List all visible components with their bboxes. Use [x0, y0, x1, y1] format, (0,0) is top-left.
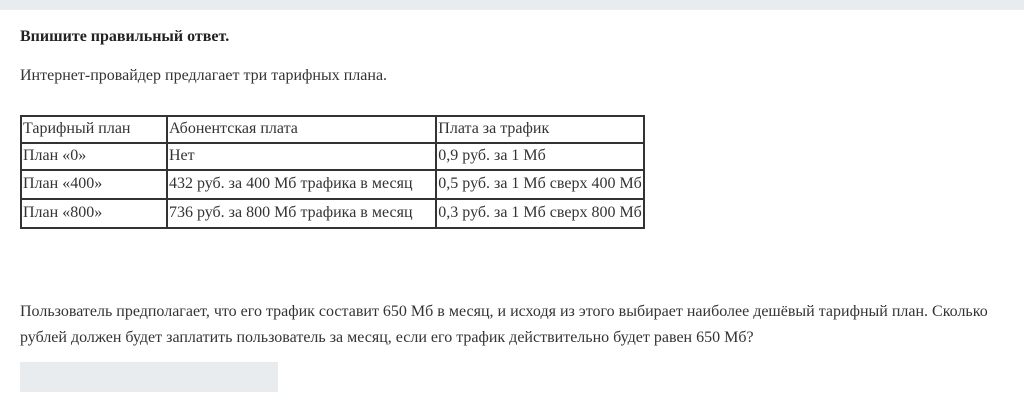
table-cell: 736 руб. за 800 Мб трафика в месяц: [167, 199, 436, 228]
table-cell: План «800»: [21, 199, 167, 228]
table-cell: План «400»: [21, 170, 167, 199]
top-bar: [0, 0, 1024, 10]
table-cell: План «0»: [21, 143, 167, 170]
answer-input[interactable]: [20, 362, 278, 392]
table-row: [21, 199, 644, 228]
table-cell: 432 руб. за 400 Мб трафика в месяц: [167, 170, 436, 199]
table-header-row: [21, 116, 644, 143]
tariff-table: [20, 115, 645, 229]
task-instruction: Впишите правильный ответ.: [20, 28, 230, 45]
table-cell: Нет: [167, 143, 436, 170]
table-header-cell: Плата за трафик: [436, 116, 644, 143]
task-question: Пользователь предполагает, что его трафик составит 650 Мб в месяц, и исходя из этого выбирает наиболее дешёвый тарифный план. Сколько рублей должен будет заплатить пользователь за месяц, если его трафик действительно будет равен 650 Мб?: [20, 303, 988, 346]
table-header-cell: Тарифный план: [21, 116, 167, 143]
table-row: [21, 143, 644, 170]
table-row: [21, 170, 644, 199]
table-cell: 0,5 руб. за 1 Мб сверх 400 Мб: [436, 170, 644, 199]
table-header-cell: Абонентская плата: [167, 116, 436, 143]
table-cell: 0,3 руб. за 1 Мб сверх 800 Мб: [436, 199, 644, 228]
table-cell: 0,9 руб. за 1 Мб: [436, 143, 644, 170]
task-intro: Интернет-провайдер предлагает три тарифных плана.: [20, 67, 388, 84]
